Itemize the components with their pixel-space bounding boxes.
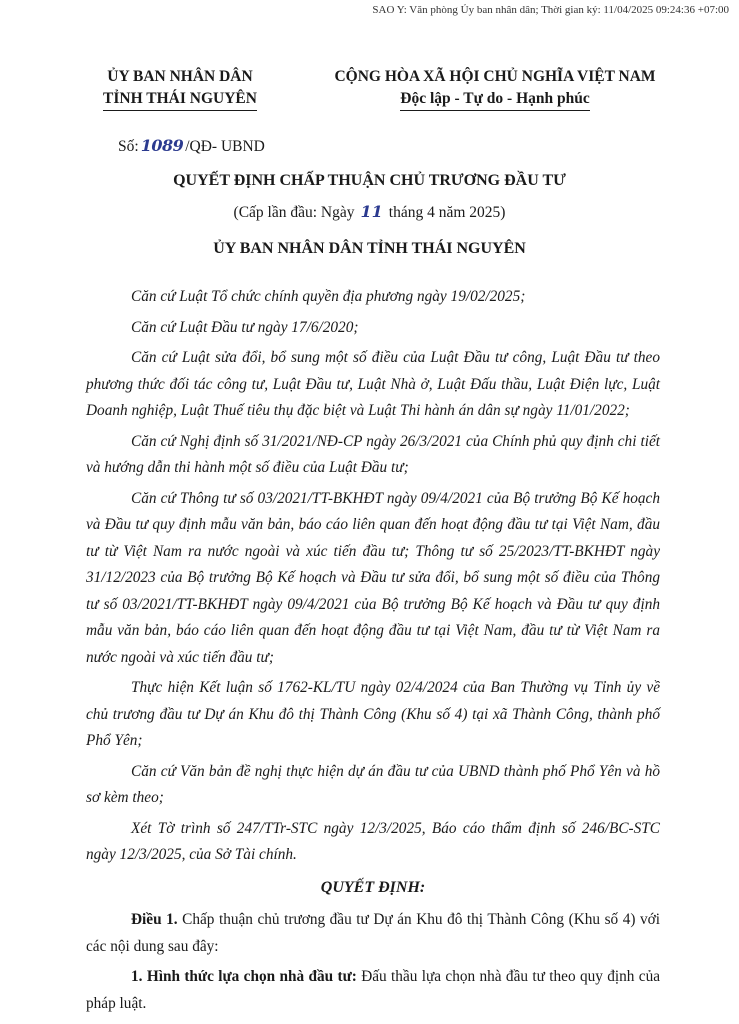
handwritten-day: 11 [360,202,383,221]
preamble-2: Căn cứ Luật Đầu tư ngày 17/6/2020; [131,318,359,336]
preamble-1: Căn cứ Luật Tổ chức chính quyền địa phương ngày 19/02/2025; [131,288,526,305]
issuer-heading: ỦY BAN NHÂN DÂN TỈNH THÁI NGUYÊN [213,240,526,257]
country-name: CỘNG HÒA XÃ HỘI CHỦ NGHĨA VIỆT NAM [334,68,656,85]
national-motto [300,66,690,111]
document-number [118,136,265,156]
number-suffix: /QĐ- UBND [185,138,265,155]
preamble-5: Căn cứ Thông tư số 03/2021/TT-BKHĐT ngày 09/4/2021 của Bộ trưởng Bộ Kế hoạch và Đầu tư quy định mẫu văn bản, báo cáo liên quan đến hoạt động đầu tư tại Việt Nam, đầu tư từ Việt Nam ra nước ngoài và xúc tiến đầu tư; Thông tư số 25/2023/TT-BKHĐT ngày 31/12/2023 của Bộ trưởng Bộ Kế hoạch và Đầu tư sửa đổi, bổ sung một số điều của Thông tư số 03/2021/TT-BKHĐT ngày 09/4/2021 của Bộ trưởng Bộ Kế hoạch và Đầu tư quy định mẫu văn bản, báo cáo liên quan đến hoạt động đầu tư tại Việt Nam, đầu tư từ Việt Nam ra nước ngoài và xúc tiến đầu tư; [86,489,660,666]
preamble-4: Căn cứ Nghị định số 31/2021/NĐ-CP ngày 26/3/2021 của Chính phủ quy định chi tiết và hướng dẫn thi hành một số điều của Luật Đầu tư; [86,432,660,476]
digital-signature-stamp: SAO Y: Văn phòng Ủy ban nhân dân; Thời gian ký: 11/04/2025 09:24:36 +07:00 [372,4,729,16]
preamble-8: Xét Tờ trình số 247/TTr-STC ngày 12/3/2025, Báo cáo thẩm định số 246/BC-STC ngày 12/3/2025, của Sở Tài chính. [86,819,660,863]
article-1-text: Chấp thuận chủ trương đầu tư Dự án Khu đô thị Thành Công (Khu số 4) với các nội dung sau đây: [86,911,660,955]
preamble-3: Căn cứ Luật sửa đổi, bổ sung một số điều của Luật Đầu tư công, Luật Đầu tư theo phương thức đối tác công tư, Luật Đầu tư, Luật Nhà ở, Luật Đấu thầu, Luật Điện lực, Luật Doanh nghiệp, Luật Thuế tiêu thụ đặc biệt và Luật Thi hành án dân sự ngày 11/01/2022; [86,349,660,419]
authority-line2: TỈNH THÁI NGUYÊN [103,88,257,111]
motto: Độc lập - Tự do - Hạnh phúc [400,88,589,111]
handwritten-number: 1089 [140,136,184,155]
item-1 [86,964,660,1017]
article-1 [86,907,660,960]
subtitle-after: tháng 4 năm 2025) [388,204,506,221]
document-body [86,284,660,1021]
preamble-7: Căn cứ Văn bản đề nghị thực hiện dự án đầu tư của UBND thành phố Phổ Yên và hồ sơ kèm theo; [86,762,660,806]
decision-heading: QUYẾT ĐỊNH: [320,878,426,896]
number-prefix: Số: [118,138,139,155]
article-1-label: Điều 1. [131,911,178,928]
item-1-text: Đấu thầu lựa chọn nhà đầu tư theo quy định của pháp luật. [86,968,661,1012]
preamble-6: Thực hiện Kết luận số 1762-KL/TU ngày 02/4/2024 của Ban Thường vụ Tỉnh ủy về chủ trương đầu tư Dự án Khu đô thị Thành Công (Khu số 4) tại xã Thành Công, thành phố Phổ Yên; [86,679,660,749]
subtitle-before: (Cấp lần đầu: Ngày [233,204,355,221]
issuing-authority [90,66,270,111]
document-subtitle [0,202,739,222]
item-1-label: 1. Hình thức lựa chọn nhà đầu tư: [131,968,357,985]
document-title: QUYẾT ĐỊNH CHẤP THUẬN CHỦ TRƯƠNG ĐẦU TƯ [173,172,566,189]
authority-line1: ỦY BAN NHÂN DÂN [107,68,253,85]
